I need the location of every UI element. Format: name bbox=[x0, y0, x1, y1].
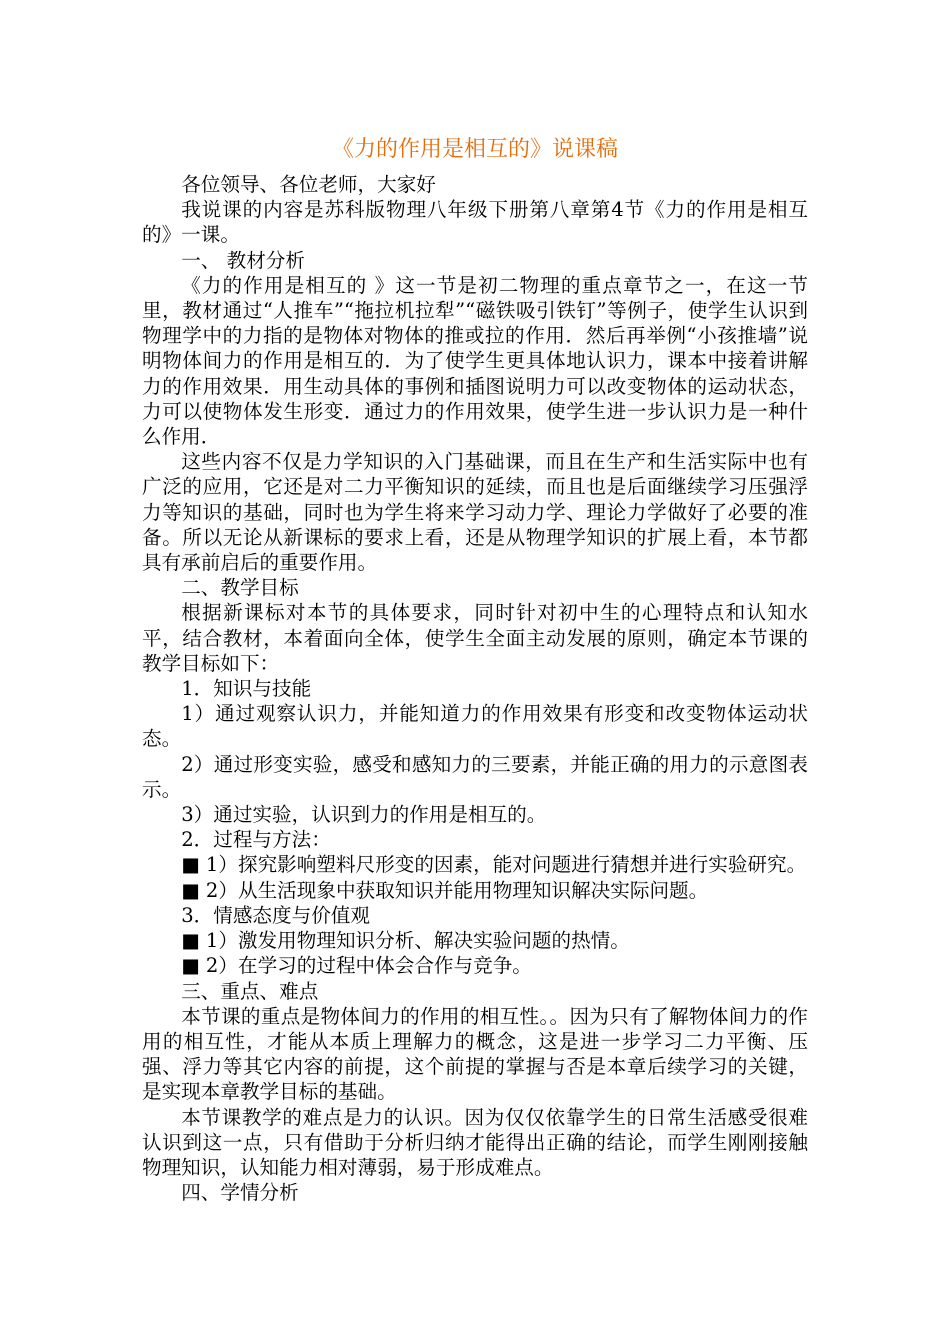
paragraph: 这些内容不仅是力学知识的入门基础课，而且在生产和生活实际中也有广泛的应用，它还是对二力平衡知识的延续，而且也是后面继续学习压强浮力等知识的基础，同时也为学生将来学习动力学、理论力学做好了必要的准备。所以无论从新课标的要求上看，还是从物理学知识的扩展上看，本节都具有承前启后的重要作用。 bbox=[142, 450, 808, 575]
paragraph: 一、 教材分析 bbox=[181, 248, 305, 272]
paragraph: 各位领导、各位老师，大家好 bbox=[181, 173, 436, 196]
paragraph: 1）通过观察认识力，并能知道力的作用效果有形变和改变物体运动状态。 bbox=[142, 702, 808, 751]
paragraph: 1．知识与技能 bbox=[181, 677, 312, 701]
paragraph: 根据新课标对本节的具体要求，同时针对初中生的心理特点和认知水平，结合教材，本着面向全体，使学生全面主动发展的原则，确定本节课的教学目标如下： bbox=[142, 601, 808, 675]
paragraph: ■ 2）从生活现象中获取知识并能用物理知识解决实际问题。 bbox=[181, 878, 709, 902]
paragraph: ■ 1）激发用物理知识分析、解决实验问题的热情。 bbox=[181, 929, 630, 953]
paragraph: 2．过程与方法： bbox=[181, 828, 331, 852]
paragraph: 3．情感态度与价值观 bbox=[181, 903, 370, 927]
paragraph: ■ 2）在学习的过程中体会合作与竞争。 bbox=[181, 954, 532, 978]
paragraph: 我说课的内容是苏科版物理八年级下册第八章第4节《力的作用是相互的》一课。 bbox=[142, 198, 808, 247]
paragraph: 三、重点、难点 bbox=[181, 979, 319, 1003]
paragraph: ■ 1）探究影响塑料尺形变的因素，能对问题进行猜想并进行实验研究。 bbox=[181, 853, 807, 877]
paragraph: 四、学情分析 bbox=[181, 1181, 299, 1205]
paragraph: 本节课教学的难点是力的认识。因为仅仅依靠学生的日常生活感受很难认识到这一点，只有借助于分析归纳才能得出正确的结论，而学生刚刚接触物理知识，认知能力相对薄弱，易于形成难点。 bbox=[142, 1105, 808, 1179]
paragraph: 2）通过形变实验，感受和感知力的三要素，并能正确的用力的示意图表示。 bbox=[142, 752, 808, 801]
document-title: 《力的作用是相互的》说课稿 bbox=[331, 137, 618, 162]
paragraph: 二、教学目标 bbox=[181, 576, 299, 600]
paragraph: 《力的作用是相互的 》这一节是初二物理的重点章节之一，在这一节里，教材通过“人推车”“拖拉机拉犁”“磁铁吸引铁钉”等例子，使学生认识到物理学中的力指的是物体对物体的推或拉的作用．然后再举例“小孩推墙”说明物体间力的作用是相互的．为了使学生更具体地认识力，课本中接着讲解力的作用效果．用生动具体的事例和插图说明力可以改变物体的运动状态，力可以使物体发生形变．通过力的作用效果，使学生进一步认识力是一种什么作用． bbox=[142, 273, 808, 449]
paragraph: 3）通过实验，认识到力的作用是相互的。 bbox=[181, 803, 547, 827]
paragraph: 本节课的重点是物体间力的作用的相互性。。因为只有了解物体间力的作用的相互性，才能从本质上理解力的概念，这是进一步学习二力平衡、压强、浮力等其它内容的前提，这个前提的掌握与否是本章后续学习的关键，是实现本章教学目标的基础。 bbox=[142, 1004, 808, 1104]
document-body bbox=[142, 172, 808, 1205]
